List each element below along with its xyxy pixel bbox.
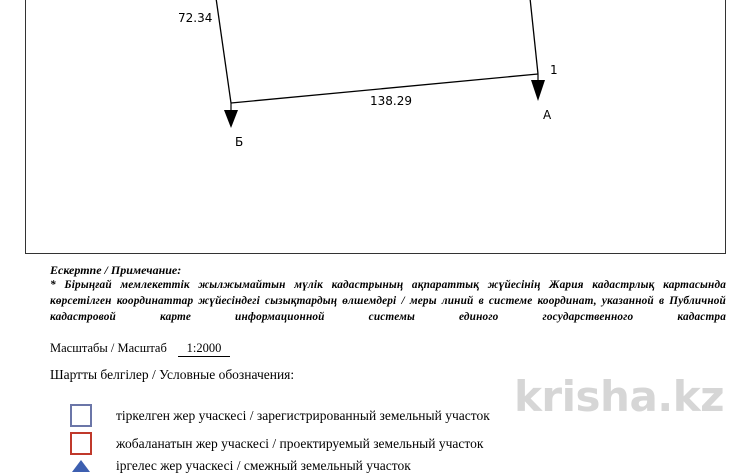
scale-label: Масштабы / Масштаб xyxy=(50,341,167,355)
legend-item-projected xyxy=(70,432,484,455)
registered-parcel-swatch xyxy=(70,404,92,427)
krisha-watermark: krisha.kz xyxy=(514,372,725,421)
point-1-label: 1 xyxy=(550,63,558,77)
point-a-label: А xyxy=(543,108,552,122)
cadastral-plan xyxy=(25,0,726,254)
scale-value: 1:2000 xyxy=(178,341,230,357)
point-b-label: Б xyxy=(235,135,244,149)
scale-row xyxy=(50,341,230,357)
arrow-b-icon xyxy=(224,103,238,128)
note-title: Ескертпе / Примечание: xyxy=(50,263,182,277)
adjacent-parcel-swatch-icon xyxy=(70,460,92,472)
edge-bottom-length: 138.29 xyxy=(370,94,412,108)
legend-label-registered: тіркелген жер учаскесі / зарегистрированный земельный участок xyxy=(116,407,490,423)
plan-drawing xyxy=(26,0,727,254)
projected-parcel-swatch xyxy=(70,432,92,455)
edge-left-length: 72.34 xyxy=(178,11,213,25)
legend-item-adjacent xyxy=(70,458,411,473)
legend-label-projected: жобаланатын жер учаскесі / проектируемый земельный участок xyxy=(116,435,484,451)
legend-title: Шартты белгілер / Условные обозначения: xyxy=(50,367,295,382)
note-body: * Бірыңғай мемлекеттік жылжымайтын мүлік кадастрының ақпараттық жүйесінің Жария кадастрлық картасында көрсетілген координаттар жүйесіндегі сызықтардың өлшемдері / меры линий в системе координат, указанной в Публичной кадастровой карте информационной системы единого государственного кадастра xyxy=(50,279,726,323)
legend-label-adjacent: іргелес жер учаскесі / смежный земельный участок xyxy=(116,458,411,473)
parcel-edge-left xyxy=(216,0,231,103)
arrow-a-icon xyxy=(531,74,545,101)
legend-item-registered xyxy=(70,404,490,427)
parcel-edge-right xyxy=(530,0,538,74)
